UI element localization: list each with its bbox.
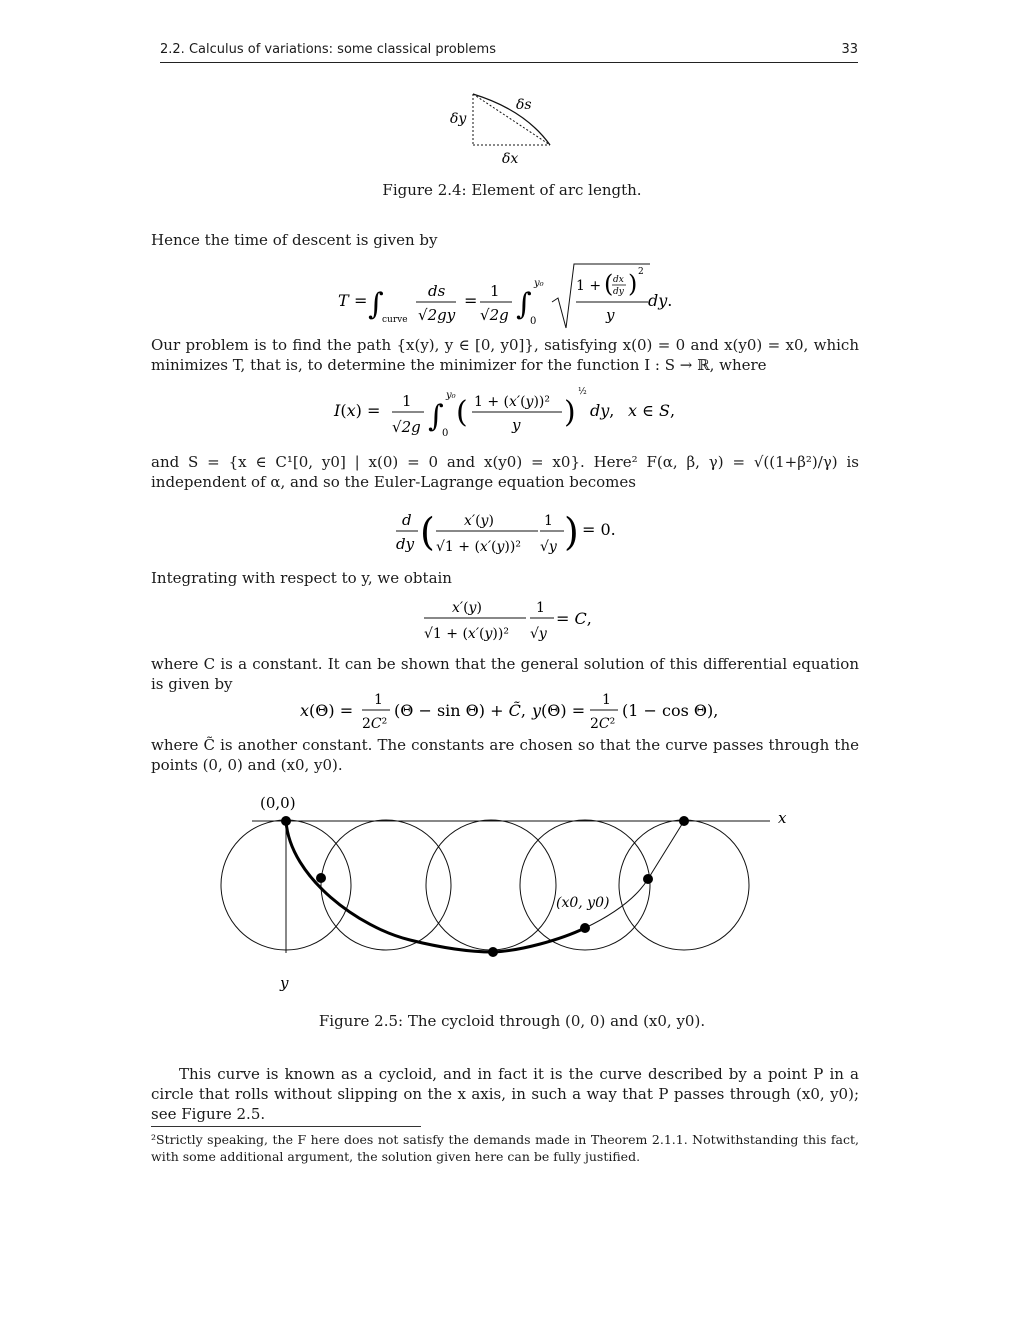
svg-text:1: 1 [536, 600, 545, 616]
label-ds: δs [516, 97, 532, 113]
label-origin: (0,0) [260, 794, 296, 812]
svg-text:I(x) =: I(x) = [334, 401, 381, 420]
svg-text:√2g: √2g [480, 306, 509, 324]
label-dy: δy [450, 111, 467, 127]
equation-constant [420, 596, 620, 646]
svg-text:= C,: = C, [556, 609, 592, 628]
cycloid-point [488, 947, 498, 957]
svg-text:x′(y): x′(y) [452, 600, 482, 616]
equation-time-render [330, 262, 750, 332]
svg-text:x ∈ S,: x ∈ S, [628, 401, 676, 420]
paragraph-cycloid: This curve is known as a cycloid, and in fact it is the curve described by a point P in a circle that rolls without slipping on the x axis, in such a way that P passes through (x0, y0); see Figure 2.5. [151, 1065, 859, 1123]
svg-text:=: = [354, 291, 368, 310]
label-dx: δx [502, 151, 519, 167]
figure-arc-length [440, 85, 580, 170]
page-number: 33 [841, 42, 858, 57]
running-head [160, 40, 858, 63]
svg-text:(Θ − sin Θ) + C̃,: (Θ − sin Θ) + C̃, [394, 701, 526, 720]
svg-text:1: 1 [544, 513, 553, 529]
svg-text:): ) [564, 510, 579, 554]
svg-text:1 + (x′(y))²: 1 + (x′(y))² [474, 394, 551, 410]
svg-text:y: y [606, 306, 615, 324]
svg-text:2C²: 2C² [590, 716, 616, 732]
paragraph-problem-statement: Our problem is to find the path {x(y), y ∈ [0, y0]}, satisfying x(0) = 0 and x(y0) = x0, which minimizes T, that is, to determine the minimizer for the function I : S → ℝ, where [151, 336, 859, 374]
svg-text:(: ( [456, 395, 468, 430]
svg-text:(: ( [420, 510, 435, 554]
svg-text:1: 1 [374, 692, 383, 708]
equation-constant-render [420, 596, 620, 646]
svg-text:ds: ds [428, 282, 446, 300]
svg-text:½: ½ [578, 387, 587, 397]
svg-text:x(Θ) =: x(Θ) = [300, 701, 354, 720]
rolling-circle [426, 820, 556, 950]
svg-text:= 0.: = 0. [582, 520, 616, 539]
svg-text:1 +: 1 + [576, 278, 602, 294]
equation-functional [330, 380, 690, 442]
equation-parametric-solution-render [298, 686, 718, 736]
svg-text:√2gy: √2gy [418, 306, 456, 324]
svg-text:dy: dy [613, 287, 624, 297]
arc-chord [473, 94, 550, 145]
svg-text:y(Θ) =: y(Θ) = [532, 701, 586, 720]
svg-text:∫: ∫ [516, 287, 532, 322]
paragraph-time-of-descent: Hence the time of descent is given by [151, 231, 438, 249]
svg-text:1: 1 [402, 392, 412, 410]
point-x0-y0 [580, 923, 590, 933]
equation-time [330, 262, 750, 332]
svg-text:=: = [464, 291, 478, 310]
svg-text:0: 0 [530, 316, 537, 327]
svg-text:1: 1 [490, 282, 500, 300]
svg-text:y: y [512, 416, 521, 434]
svg-text:√y: √y [540, 539, 557, 555]
equation-euler-lagrange [392, 505, 632, 561]
equation-functional-render [330, 380, 690, 442]
svg-text:y₀: y₀ [534, 278, 544, 289]
footnote-rule [151, 1126, 421, 1127]
svg-text:dy.: dy. [648, 291, 673, 310]
cycloid-arc-thin [585, 821, 684, 928]
figure-2-5-caption: Figure 2.5: The cycloid through (0, 0) and (x0, y0). [318, 1012, 706, 1030]
svg-text:y₀: y₀ [446, 390, 456, 401]
svg-text:dx: dx [613, 275, 624, 285]
equation-euler-lagrange-render [392, 505, 632, 561]
svg-text:√2g: √2g [392, 418, 421, 436]
rolling-circle [619, 820, 749, 950]
svg-text:0: 0 [442, 428, 449, 439]
svg-text:curve: curve [382, 315, 408, 325]
svg-text:∫: ∫ [428, 399, 444, 434]
svg-text:√1 + (x′(y))²: √1 + (x′(y))² [424, 626, 509, 642]
svg-text:∫: ∫ [368, 287, 384, 322]
figure-cycloid [210, 788, 810, 998]
paragraph-constants: where C̃ is another constant. The constants are chosen so that the curve passes through the points (0, 0) and (x0, y0). [151, 736, 859, 774]
svg-text:d: d [402, 511, 412, 529]
point-origin [281, 816, 291, 826]
cycloid-point [643, 874, 653, 884]
svg-text:x′(y): x′(y) [464, 513, 494, 529]
svg-text:dy: dy [396, 535, 415, 553]
svg-text:dy,: dy, [590, 401, 615, 420]
cycloid-point [679, 816, 689, 826]
section-title: 2.2. Calculus of variations: some classical problems [160, 42, 496, 57]
paragraph-set-definition: and S = {x ∈ C¹[0, y0] | x(0) = 0 and x(y0) = x0}. Here² F(α, β, γ) = √((1+β²)/γ) is independent of α, and so the Euler-Lagrange equation becomes [151, 453, 859, 491]
svg-text:): ) [564, 395, 576, 430]
equation-parametric-solution [298, 686, 718, 736]
svg-text:): ) [628, 270, 638, 298]
label-x0-y0: (x0, y0) [556, 895, 610, 911]
svg-text:√1 + (x′(y))²: √1 + (x′(y))² [436, 539, 521, 555]
svg-text:√y: √y [530, 626, 547, 642]
svg-text:2: 2 [638, 267, 644, 277]
figure-2-4-caption: Figure 2.4: Element of arc length. [382, 181, 642, 199]
svg-text:2C²: 2C² [362, 716, 388, 732]
label-x-axis: x [778, 809, 787, 827]
paragraph-general-solution: where C is a constant. It can be shown that the general solution of this differential equation is given by [151, 655, 859, 693]
svg-text:T: T [338, 291, 349, 310]
svg-text:1: 1 [602, 692, 611, 708]
cycloid-point [316, 873, 326, 883]
footnote: ²Strictly speaking, the F here does not satisfy the demands made in Theorem 2.1.1. Notwithstanding this fact, with some additional argument, the solution given here can be fully justified. [151, 1132, 859, 1164]
svg-text:(1 − cos Θ),: (1 − cos Θ), [622, 701, 718, 720]
paragraph-integrating: Integrating with respect to y, we obtain [151, 569, 452, 587]
label-y-axis: y [280, 974, 289, 992]
svg-text:(: ( [604, 270, 614, 298]
